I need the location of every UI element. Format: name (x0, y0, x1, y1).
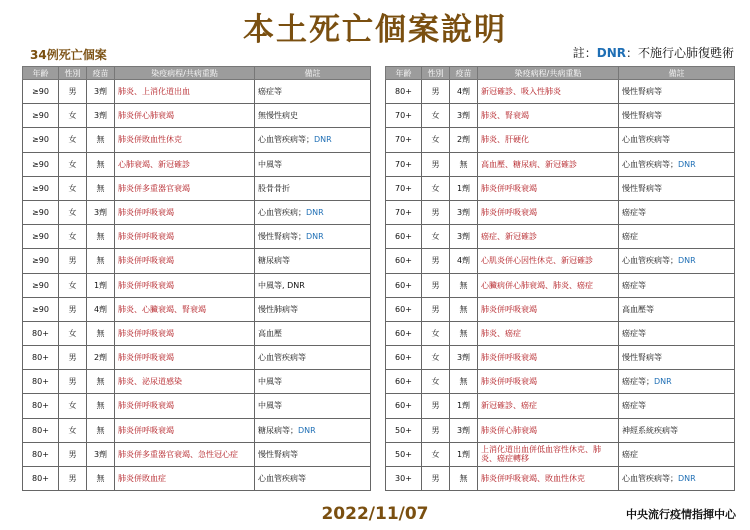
cell-sex: 女 (422, 442, 450, 466)
cell-remark (255, 442, 371, 466)
cell-sex: 女 (422, 225, 450, 249)
cell-vaccine: 無 (450, 273, 478, 297)
cell-remark (619, 225, 735, 249)
cell-age: 70+ (386, 152, 422, 176)
remark-text: 慢性腎病等 (622, 353, 662, 363)
table-row (386, 321, 735, 345)
cell-remark (255, 80, 371, 104)
cell-sex: 男 (59, 370, 87, 394)
table-row (23, 418, 371, 442)
cell-age: ≥90 (23, 176, 59, 200)
cell-sex: 女 (59, 200, 87, 224)
remark-text: 癌症 (622, 449, 638, 459)
remark-text: 慢性腎病等 (622, 87, 662, 96)
cell-course: 肺炎、癌症 (478, 321, 619, 345)
remark-text: 無慢性病史 (258, 111, 298, 121)
cell-age: 60+ (386, 394, 422, 418)
cell-vaccine: 3劑 (450, 346, 478, 370)
table-row (386, 152, 735, 176)
cell-remark (619, 249, 735, 273)
table-row (386, 176, 735, 200)
header-vaccine: 疫苗 (450, 67, 478, 80)
header-age: 年齡 (386, 67, 422, 80)
cell-vaccine: 無 (87, 370, 115, 394)
cell-age: 80+ (23, 442, 59, 466)
cell-vaccine: 無 (450, 467, 478, 491)
cell-sex: 女 (59, 128, 87, 152)
remark-text: 癌症等 (622, 207, 646, 217)
cell-remark (255, 418, 371, 442)
cell-vaccine: 3劑 (450, 200, 478, 224)
cell-vaccine: 無 (450, 370, 478, 394)
remark-text: 慢性腎病等 (258, 449, 298, 459)
remark-text: 神經系統疾病等 (622, 425, 678, 435)
cell-remark (255, 176, 371, 200)
remark-text: 慢性腎病等； (258, 232, 306, 242)
dnr-marker: DNR (314, 135, 332, 145)
cell-vaccine: 1劑 (87, 273, 115, 297)
cell-course: 肺炎併呼吸衰竭 (115, 321, 255, 345)
cell-age: ≥90 (23, 297, 59, 321)
cell-remark (619, 80, 735, 104)
cell-remark (619, 200, 735, 224)
cell-remark (255, 394, 371, 418)
cell-course: 肺炎併呼吸衰竭 (115, 249, 255, 273)
cell-sex: 男 (59, 80, 87, 104)
cell-vaccine: 無 (87, 225, 115, 249)
note-text: ：不施行心肺復甦術 (625, 46, 734, 60)
cell-remark (255, 225, 371, 249)
cell-remark (619, 128, 735, 152)
cell-vaccine: 3劑 (450, 104, 478, 128)
cell-sex: 女 (59, 152, 87, 176)
cell-sex: 女 (422, 176, 450, 200)
cell-age: 80+ (23, 370, 59, 394)
cell-course: 上消化道出血併低血容性休克、肺炎、癌症轉移 (478, 442, 619, 466)
cell-course: 肺炎併呼吸衰竭 (478, 370, 619, 394)
cell-course: 肺炎併敗血症 (115, 467, 255, 491)
cell-age: 60+ (386, 297, 422, 321)
cell-age: 80+ (23, 346, 59, 370)
cell-sex: 女 (59, 273, 87, 297)
cell-vaccine: 4劑 (450, 249, 478, 273)
remark-text: 癌症等 (622, 328, 646, 338)
cell-course: 肺炎併多重器官衰竭、急性冠心症 (115, 442, 255, 466)
cell-sex: 女 (59, 394, 87, 418)
cell-age: 60+ (386, 370, 422, 394)
remark-text: 中風等 (258, 159, 282, 169)
table-row (386, 442, 735, 466)
cell-vaccine: 4劑 (87, 297, 115, 321)
cell-course: 肺炎併呼吸衰竭 (115, 200, 255, 224)
cell-age: 70+ (386, 128, 422, 152)
table-row (23, 200, 371, 224)
remark-text: 高血壓 (258, 328, 282, 338)
cell-sex: 女 (422, 321, 450, 345)
organization-name: 中央流行疫情指揮中心 (626, 508, 736, 521)
table-row (23, 346, 371, 370)
cell-sex: 女 (422, 370, 450, 394)
remark-text: 中風等 (258, 377, 282, 387)
table-row (23, 128, 371, 152)
cell-remark (255, 321, 371, 345)
cell-age: 80+ (23, 418, 59, 442)
cell-vaccine: 無 (87, 128, 115, 152)
cell-remark (255, 249, 371, 273)
remark-text: 心血管疾病等 (622, 135, 670, 145)
cell-vaccine: 3劑 (87, 442, 115, 466)
remark-text: 心血管疾病； (258, 207, 306, 217)
cell-vaccine: 無 (87, 249, 115, 273)
cell-vaccine: 無 (87, 418, 115, 442)
cell-remark (619, 152, 735, 176)
cell-course: 心臟病併心肺衰竭、肺炎、癌症 (478, 273, 619, 297)
dnr-marker: DNR (654, 377, 672, 387)
table-row (386, 467, 735, 491)
table-row (386, 104, 735, 128)
dnr-marker: DNR (306, 207, 324, 217)
cell-course: 肺炎併心肺衰竭 (478, 418, 619, 442)
cell-vaccine: 3劑 (87, 104, 115, 128)
cell-remark (619, 346, 735, 370)
cell-sex: 女 (59, 225, 87, 249)
cell-course: 肺炎併呼吸衰竭 (115, 346, 255, 370)
remark-text: 心血管疾病等； (622, 159, 678, 169)
cell-vaccine: 無 (87, 152, 115, 176)
cell-sex: 男 (59, 297, 87, 321)
table-row (386, 346, 735, 370)
cell-course: 肺炎併呼吸衰竭 (115, 418, 255, 442)
table-row (23, 249, 371, 273)
cell-sex: 女 (422, 346, 450, 370)
cell-age: ≥90 (23, 152, 59, 176)
cell-sex: 男 (59, 442, 87, 466)
cell-vaccine: 無 (87, 394, 115, 418)
cell-vaccine: 無 (87, 467, 115, 491)
cell-course: 癌症、新冠確診 (478, 225, 619, 249)
cell-remark (619, 442, 735, 466)
cell-sex: 男 (422, 394, 450, 418)
table-row (23, 225, 371, 249)
cell-vaccine: 無 (450, 152, 478, 176)
cell-age: ≥90 (23, 128, 59, 152)
cell-vaccine: 3劑 (87, 80, 115, 104)
cell-remark (619, 467, 735, 491)
cell-age: 80+ (23, 394, 59, 418)
cell-sex: 女 (422, 104, 450, 128)
cell-vaccine: 2劑 (450, 128, 478, 152)
table-row (386, 370, 735, 394)
header-course: 染疫病程/共病重點 (115, 67, 255, 80)
cell-course: 肺炎併呼吸衰竭 (478, 297, 619, 321)
remark-text: 慢性肺病等 (258, 304, 298, 314)
cell-sex: 男 (422, 418, 450, 442)
remark-text: 糖尿病等； (258, 425, 298, 435)
cases-table-right (385, 66, 735, 491)
table-row (386, 273, 735, 297)
cell-age: ≥90 (23, 249, 59, 273)
remark-text: 中風等, DNR (258, 280, 305, 290)
note-dnr: DNR (596, 46, 626, 60)
cell-age: ≥90 (23, 273, 59, 297)
cell-course: 新冠確診、癌症 (478, 394, 619, 418)
cell-remark (255, 370, 371, 394)
cases-table-left (22, 66, 371, 491)
cell-age: 60+ (386, 321, 422, 345)
cell-remark (255, 273, 371, 297)
table-row (23, 370, 371, 394)
cell-vaccine: 2劑 (87, 346, 115, 370)
cell-sex: 男 (422, 467, 450, 491)
cell-vaccine: 無 (87, 176, 115, 200)
cell-age: 60+ (386, 273, 422, 297)
cell-vaccine: 3劑 (87, 200, 115, 224)
header-course: 染疫病程/共病重點 (478, 67, 619, 80)
cell-age: 60+ (386, 225, 422, 249)
cell-sex: 女 (59, 176, 87, 200)
table-row (386, 418, 735, 442)
table-row (23, 273, 371, 297)
remark-text: 心血管疾病等 (258, 353, 306, 363)
header-sex: 性別 (422, 67, 450, 80)
cell-sex: 男 (59, 346, 87, 370)
cell-course: 肺炎併呼吸衰竭 (478, 346, 619, 370)
table-row (23, 297, 371, 321)
table-row (386, 225, 735, 249)
cell-course: 肺炎、泌尿道感染 (115, 370, 255, 394)
table-row (23, 176, 371, 200)
dnr-marker: DNR (678, 474, 696, 483)
table-row (386, 128, 735, 152)
table-row (386, 200, 735, 224)
cell-course: 肺炎、上消化道出血 (115, 80, 255, 104)
cell-age: ≥90 (23, 104, 59, 128)
table-row (23, 80, 371, 104)
table-row (23, 467, 371, 491)
remark-text: 高血壓等 (622, 304, 654, 314)
cell-remark (619, 418, 735, 442)
cell-course: 肺炎併呼吸衰竭 (478, 200, 619, 224)
cell-sex: 男 (422, 152, 450, 176)
cell-remark (619, 176, 735, 200)
cell-sex: 男 (59, 467, 87, 491)
table-row (386, 394, 735, 418)
cell-age: 60+ (386, 346, 422, 370)
cell-vaccine: 無 (450, 297, 478, 321)
cell-remark (619, 273, 735, 297)
cell-age: ≥90 (23, 200, 59, 224)
table-row (23, 152, 371, 176)
cell-course: 肺炎、肝硬化 (478, 128, 619, 152)
cell-course: 心肺衰竭、新冠確診 (115, 152, 255, 176)
header-remark: 備註 (255, 67, 371, 80)
remark-text: 中風等 (258, 401, 282, 411)
header-vaccine: 疫苗 (87, 67, 115, 80)
cell-course: 高血壓、糖尿病、新冠確診 (478, 152, 619, 176)
remark-text: 癌症 (622, 232, 638, 242)
cell-sex: 男 (422, 297, 450, 321)
cell-remark (255, 104, 371, 128)
cell-remark (619, 297, 735, 321)
cell-remark (619, 104, 735, 128)
dnr-marker: DNR (298, 425, 316, 435)
cell-age: 80+ (23, 321, 59, 345)
table-row (23, 104, 371, 128)
cell-course: 肺炎併敗血性休克 (115, 128, 255, 152)
cell-age: 50+ (386, 442, 422, 466)
cell-vaccine: 3劑 (450, 225, 478, 249)
cell-vaccine: 1劑 (450, 176, 478, 200)
cell-course: 肺炎併呼吸衰竭 (115, 225, 255, 249)
page-title: 本土死亡個案說明 (243, 12, 507, 48)
cell-vaccine: 無 (87, 321, 115, 345)
cell-remark (619, 370, 735, 394)
dnr-marker: DNR (678, 159, 696, 169)
cell-age: 70+ (386, 104, 422, 128)
cell-age: 80+ (386, 80, 422, 104)
cell-age: 70+ (386, 176, 422, 200)
cell-remark (255, 467, 371, 491)
table-row (386, 297, 735, 321)
cell-course: 新冠確診、吸入性肺炎 (478, 80, 619, 104)
table-row (386, 80, 735, 104)
report-date: 2022/11/07 (321, 504, 429, 524)
cell-age: 70+ (386, 200, 422, 224)
table-row (23, 442, 371, 466)
cell-course: 肺炎併呼吸衰竭 (115, 394, 255, 418)
cell-course: 肺炎併多重器官衰竭 (115, 176, 255, 200)
cell-vaccine: 4劑 (450, 80, 478, 104)
cell-course: 肺炎、腎衰竭 (478, 104, 619, 128)
remark-text: 心血管疾病等； (258, 135, 314, 145)
table-row (23, 394, 371, 418)
remark-text: 股骨骨折 (258, 183, 290, 193)
cell-course: 肺炎、心臟衰竭、腎衰竭 (115, 297, 255, 321)
remark-text: 心血管疾病等； (622, 256, 678, 266)
remark-text: 慢性腎病等 (622, 183, 662, 193)
header-sex: 性別 (59, 67, 87, 80)
cell-age: 50+ (386, 418, 422, 442)
remark-text: 心血管疾病等 (258, 474, 306, 483)
cell-age: 30+ (386, 467, 422, 491)
cell-sex: 男 (422, 249, 450, 273)
cell-age: 60+ (386, 249, 422, 273)
remark-text: 心血管疾病等； (622, 474, 678, 483)
cell-remark (255, 128, 371, 152)
cell-sex: 女 (59, 321, 87, 345)
cell-vaccine: 3劑 (450, 418, 478, 442)
table-row (23, 321, 371, 345)
cell-course: 肺炎併心肺衰竭 (115, 104, 255, 128)
cell-vaccine: 無 (450, 321, 478, 345)
remark-text: 癌症等 (622, 401, 646, 411)
table-row (386, 249, 735, 273)
cell-age: ≥90 (23, 80, 59, 104)
cell-sex: 男 (422, 80, 450, 104)
remark-text: 癌症等 (622, 280, 646, 290)
cell-course: 肺炎併呼吸衰竭、敗血性休克 (478, 467, 619, 491)
cell-sex: 女 (59, 104, 87, 128)
cell-course: 肺炎併呼吸衰竭 (478, 176, 619, 200)
cell-course: 肺炎併呼吸衰竭 (115, 273, 255, 297)
case-count-subtitle: 34例死亡個案 (30, 48, 107, 62)
cell-remark (255, 200, 371, 224)
cell-sex: 男 (422, 200, 450, 224)
remark-text: 癌症等 (258, 87, 282, 96)
cell-age: 80+ (23, 467, 59, 491)
dnr-marker: DNR (678, 256, 696, 266)
cell-sex: 男 (59, 249, 87, 273)
dnr-marker: DNR (306, 232, 324, 242)
dnr-note (573, 44, 734, 61)
cell-remark (255, 152, 371, 176)
remark-text: 糖尿病等 (258, 256, 290, 266)
cell-remark (619, 321, 735, 345)
note-prefix: 註： (572, 46, 597, 60)
cell-remark (255, 297, 371, 321)
cell-sex: 女 (59, 418, 87, 442)
remark-text: 癌症等； (622, 377, 654, 387)
cell-vaccine: 1劑 (450, 442, 478, 466)
remark-text: 慢性腎病等 (622, 111, 662, 121)
cell-vaccine: 1劑 (450, 394, 478, 418)
cell-age: ≥90 (23, 225, 59, 249)
cell-remark (255, 346, 371, 370)
cell-course: 心肌炎併心因性休克、新冠確診 (478, 249, 619, 273)
cell-sex: 女 (422, 128, 450, 152)
cell-sex: 男 (422, 273, 450, 297)
header-remark: 備註 (619, 67, 735, 80)
cell-remark (619, 394, 735, 418)
header-age: 年齡 (23, 67, 59, 80)
